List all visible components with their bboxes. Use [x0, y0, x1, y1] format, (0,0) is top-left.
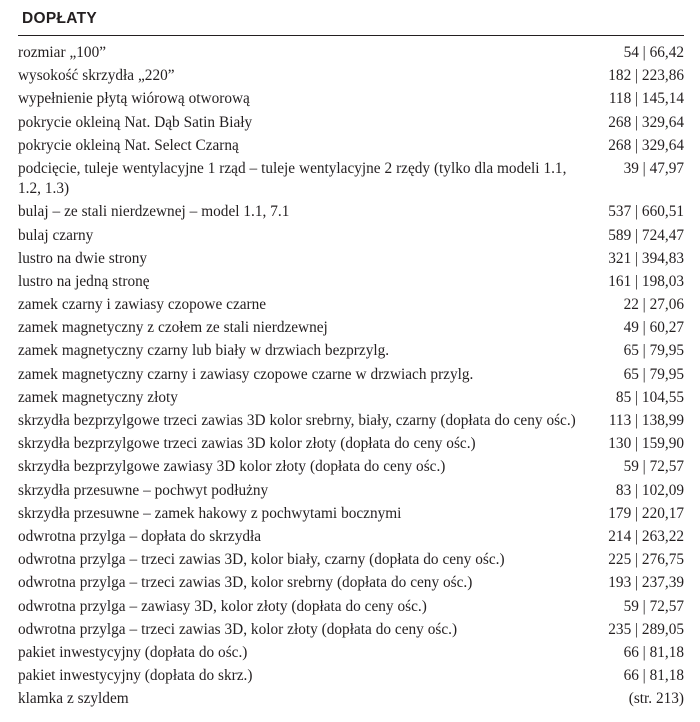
item-value: 85 | 104,55 [615, 388, 684, 406]
item-value: 65 | 79,95 [623, 365, 684, 383]
item-label: zamek czarny i zawiasy czopowe czarne [18, 296, 267, 314]
table-row [18, 135, 684, 158]
item-value: 268 | 329,64 [608, 136, 684, 154]
item-value: 49 | 60,27 [623, 319, 684, 337]
item-label: bulaj – ze stali nierdzewnej – model 1.1, 7.1 [18, 203, 290, 221]
table-row [18, 42, 684, 65]
item-value: 118 | 145,14 [608, 90, 684, 108]
item-value: 22 | 27,06 [623, 296, 684, 314]
item-value: 193 | 237,39 [608, 574, 684, 592]
item-label: pakiet inwestycyjny (dopłata do skrz.) [18, 667, 253, 685]
header-divider [18, 35, 684, 36]
table-row [18, 158, 684, 201]
item-label: wysokość skrzydła „220” [18, 67, 175, 85]
item-value: 182 | 223,86 [608, 67, 684, 85]
table-row [18, 225, 684, 248]
item-value: 589 | 724,47 [608, 226, 684, 244]
item-value: 161 | 198,03 [608, 272, 684, 290]
item-value: 83 | 102,09 [615, 481, 684, 499]
item-label: odwrotna przylga – trzeci zawias 3D, kolor złoty (dopłata do ceny ośc.) [18, 620, 458, 638]
item-value: (str. 213) [628, 690, 684, 708]
table-row [18, 410, 684, 433]
item-value: 66 | 81,18 [623, 643, 684, 661]
item-value: 39 | 47,97 [623, 159, 684, 177]
item-label: lustro na jedną stronę [18, 272, 150, 290]
table-row [18, 387, 684, 410]
table-row [18, 65, 684, 88]
item-label: podcięcie, tuleje wentylacyjne 1 rząd – tuleje wentylacyjne 2 rzędy (tylko dla modeli 1.1, 1.2, 1.3) [18, 159, 567, 198]
item-label: pokrycie okleiną Nat. Select Czarną [18, 136, 239, 154]
item-value: 214 | 263,22 [608, 527, 684, 545]
item-label: skrzydła bezprzylgowe trzeci zawias 3D kolor srebrny, biały, czarny (dopłata do ceny ośc.) [18, 412, 576, 429]
item-label: odwrotna przylga – trzeci zawias 3D, kolor srebrny (dopłata do ceny ośc.) [18, 574, 473, 592]
table-row [18, 364, 684, 387]
item-label: odwrotna przylga – zawiasy 3D, kolor złoty (dopłata do ceny ośc.) [18, 597, 427, 615]
item-label: skrzydła bezprzylgowe trzeci zawias 3D kolor złoty (dopłata do ceny ośc.) [18, 435, 476, 453]
surcharge-table [18, 42, 684, 711]
table-row [18, 688, 684, 711]
table-row [18, 619, 684, 642]
table-row [18, 248, 684, 271]
table-row [18, 88, 684, 111]
item-value: 537 | 660,51 [608, 203, 684, 221]
item-label: skrzydła przesuwne – zamek hakowy z pochwytami bocznymi [18, 504, 402, 522]
item-value: 65 | 79,95 [623, 342, 684, 360]
item-label: pakiet inwestycyjny (dopłata do ośc.) [18, 643, 248, 661]
table-row [18, 271, 684, 294]
table-row [18, 665, 684, 688]
item-label: wypełnienie płytą wiórową otworową [18, 90, 250, 108]
table-row [18, 526, 684, 549]
table-row [18, 112, 684, 135]
item-value: 235 | 289,05 [608, 620, 684, 638]
table-row [18, 317, 684, 340]
table-row [18, 503, 684, 526]
item-value: 321 | 394,83 [608, 249, 684, 267]
item-label: zamek magnetyczny złoty [18, 388, 178, 406]
item-label: odwrotna przylga – trzeci zawias 3D, kolor biały, czarny (dopłata do ceny ośc.) [18, 551, 505, 569]
table-row [18, 596, 684, 619]
table-row [18, 549, 684, 572]
item-value: 113 | 138,99 [608, 412, 684, 429]
item-value: 179 | 220,17 [608, 504, 684, 522]
item-label: odwrotna przylga – dopłata do skrzydła [18, 527, 262, 545]
item-value: 66 | 81,18 [623, 667, 684, 685]
item-label: klamka z szyldem [18, 690, 129, 708]
item-value: 59 | 72,57 [623, 597, 684, 615]
table-row [18, 433, 684, 456]
item-value: 268 | 329,64 [608, 113, 684, 131]
table-row [18, 480, 684, 503]
item-value: 130 | 159,90 [608, 435, 684, 453]
item-value: 54 | 66,42 [623, 44, 684, 61]
surcharge-table-body [18, 42, 684, 711]
table-row [18, 294, 684, 317]
item-label: zamek magnetyczny czarny i zawiasy czopowe czarne w drzwiach przylg. [18, 365, 474, 383]
item-value: 225 | 276,75 [608, 551, 684, 569]
page-title: DOPŁATY [22, 10, 98, 27]
item-label: zamek magnetyczny czarny lub biały w drzwiach bezprzylg. [18, 342, 390, 360]
section-header [18, 10, 684, 35]
item-label: skrzydła bezprzylgowe zawiasy 3D kolor złoty (dopłata do ceny ośc.) [18, 458, 446, 476]
item-label: skrzydła przesuwne – pochwyt podłużny [18, 481, 269, 499]
table-row [18, 456, 684, 479]
table-row [18, 340, 684, 363]
item-label: rozmiar „100” [18, 44, 107, 61]
table-row [18, 201, 684, 224]
table-row [18, 572, 684, 595]
item-label: lustro na dwie strony [18, 249, 148, 267]
item-label: pokrycie okleiną Nat. Dąb Satin Biały [18, 113, 253, 131]
item-value: 59 | 72,57 [623, 458, 684, 476]
item-label: zamek magnetyczny z czołem ze stali nierdzewnej [18, 319, 328, 337]
item-label: bulaj czarny [18, 226, 94, 244]
table-row [18, 642, 684, 665]
